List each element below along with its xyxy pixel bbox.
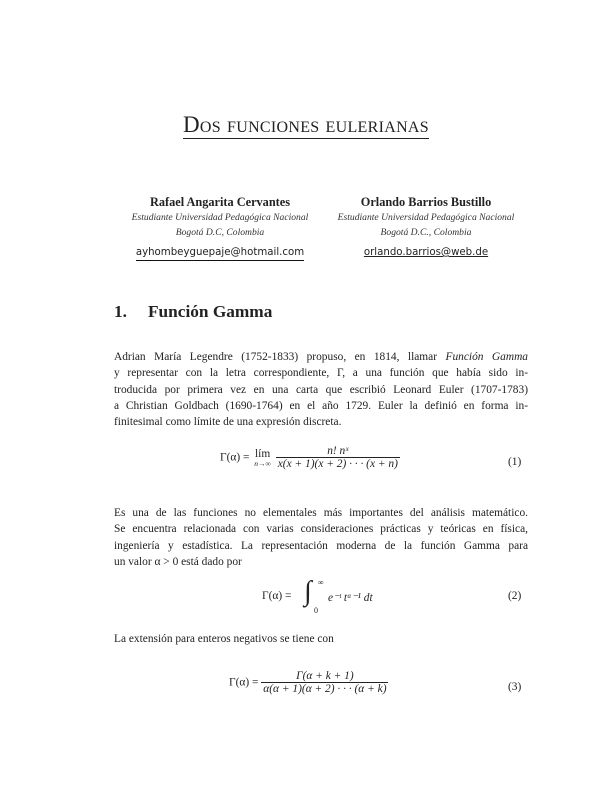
- italic-term: Función Gamma: [445, 351, 528, 363]
- fraction: $\frac{\text{n! nˣ}}{x(x + 1)(x + 2) \cdot \cdot \cdot (x + n)}$: [277, 445, 398, 470]
- author-name: Orlando Barrios Bustillo: [360, 195, 492, 209]
- limit-operator: lím n→∞: [254, 447, 271, 468]
- paragraph-line: ingeniería y estadística. La representación moderna de la función Gamma para: [114, 539, 528, 552]
- author-name: Rafael Angarita Cervantes: [149, 195, 291, 209]
- equation-number-2: (2): [508, 590, 522, 602]
- integrand: e⁻ᵗ tᵅ⁻¹ dt: [328, 592, 373, 604]
- equation-1: [220, 445, 400, 470]
- paragraph-line: un valor α > 0 está dado por: [114, 555, 242, 568]
- section-heading: [114, 302, 272, 322]
- author-block-2: [318, 194, 534, 260]
- author-location: Bogotá D.C, Colombia: [175, 227, 265, 238]
- equation-lhs: Γ(α) =: [229, 676, 259, 689]
- section-title: Función Gamma: [148, 302, 273, 321]
- author-email-link[interactable]: ayhombeyguepaje@hotmail.com: [136, 245, 304, 261]
- author-location: Bogotá D.C., Colombia: [380, 227, 472, 238]
- integral-sign: ∫: [304, 576, 312, 607]
- fraction: $\frac{\Gamma(\alpha + k + 1)}{\alpha(\alpha + 1)(\alpha + 2) \cdot \cdot \cdot (\alpha + k)}$: [263, 670, 387, 695]
- paragraph-line: a Christian Goldbach (1690-1764) en el año 1729. Euler la definió en forma in-: [114, 399, 528, 412]
- paragraph-line: La extensión para enteros negativos se tiene con: [114, 633, 334, 645]
- paragraph-intro: [114, 349, 528, 430]
- paragraph-line: Adrian María Legendre (1752-1833) propuso, en 1814, llamar Función Gamma: [114, 351, 528, 363]
- paragraph-line: Se encuentra relacionada con varias consideraciones prácticas y teóricas en física,: [114, 523, 528, 536]
- author-block-1: [112, 194, 328, 261]
- paper-title: [0, 112, 612, 138]
- section-number: 1.: [114, 302, 127, 321]
- paper-title-text: Dos funciones eulerianas: [183, 112, 429, 137]
- equation-number-1: (1): [508, 456, 522, 468]
- equation-lhs: Γ(α) =: [262, 590, 292, 602]
- integral-lower: 0: [314, 606, 318, 615]
- paragraph-line: y representar con la letra correspondiente, Γ, a una función que había sido in-: [114, 367, 528, 380]
- paragraph-line: Es una de las funciones no elementales más importantes del análisis matemático.: [114, 507, 528, 519]
- author-email-link[interactable]: orlando.barrios@web.de: [363, 247, 489, 258]
- paragraph-extension: [114, 631, 528, 647]
- author-affiliation: Estudiante Universidad Pedagógica Nacional: [131, 212, 309, 223]
- equation-3: [229, 670, 388, 695]
- author-affiliation: Estudiante Universidad Pedagógica Nacional: [337, 212, 515, 223]
- paragraph-line: troducida por primera vez en una carta que escribió Leonard Euler (1707-1783): [114, 383, 528, 396]
- paragraph-description: [114, 505, 528, 570]
- equation-number-3: (3): [508, 681, 522, 693]
- integral-upper: ∞: [318, 578, 324, 587]
- equation-lhs: Γ(α) =: [220, 451, 250, 464]
- paragraph-line: finitesimal como límite de una expresión discreta.: [114, 416, 342, 429]
